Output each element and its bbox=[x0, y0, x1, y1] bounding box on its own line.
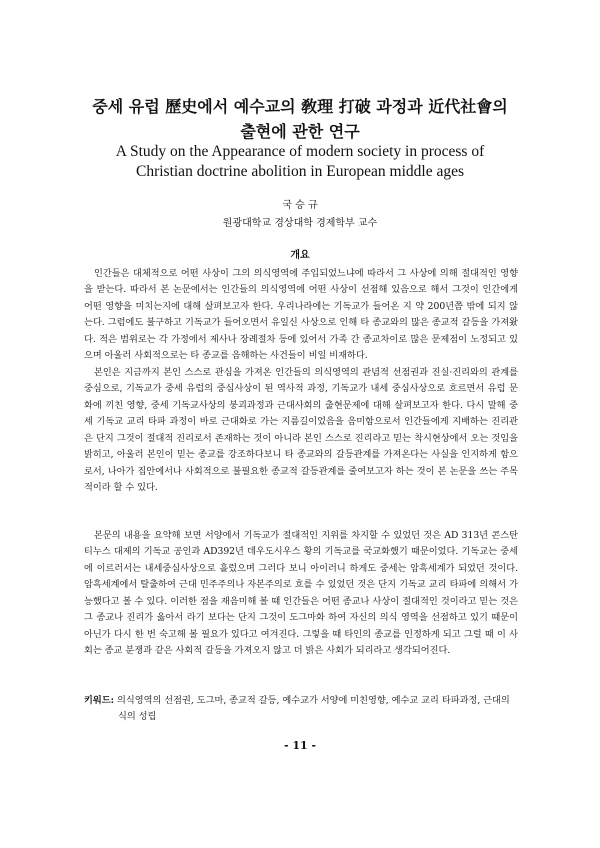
title-english-line-2: Christian doctrine abolition in European middle ages bbox=[135, 163, 464, 180]
keywords-label: 키워드: bbox=[84, 695, 115, 706]
keywords-text: 의식영역의 선점권, 도그마, 종교적 갈등, 예수교가 서양에 미친영향, 예수교 교리 타파과정, 근대의식의 성립 bbox=[116, 695, 510, 722]
abstract-paragraph-2: 본인은 지금까지 본인 스스로 관심을 가져온 인간들의 의식영역의 관념적 선점권과 진실·진리와의 관계를 중심으로, 기독교가 중세 유럽의 중심사상이 된 역사적 과정, 기독교가 내세 중심사상으로 흐르면서 유럽 문화에 끼친 영향, 중세 기독교사상의 붕괴과정과 근대사회의 출현문제에 대해 살펴보고자 한다. 다시 말해 중세 기독교 교리 타파 과정이 바로 근대화로 가는 지름길이었음을 음미함으로서 인간들에게 지배하는 진리관은 단지 그것이 절대적 진리로서 존재하는 것이 아니라 본인 스스로 진리라고 믿는 착시현상에서 오는 것임을 밝히고, 아울러 본인이 믿는 종교를 강조하다보니 타 종교와의 갈등관계를 가져온다는 사실을 인지하게 함으로서, 나아가 집안에서나 사회적으로 불필요한 종교적 갈등관계를 줄여보고자 하는 것이 본 논문을 쓰는 주목적이라 할 수 있다. bbox=[84, 367, 518, 494]
keywords bbox=[84, 693, 518, 725]
title-english-line-1: A Study on the Appearance of modern society in process of bbox=[115, 143, 485, 160]
title-korean-line-1: 중세 유럽 歷史에서 예수교의 敎理 打破 과정과 近代社會의 bbox=[92, 97, 508, 116]
page-number: - 11 - bbox=[283, 739, 317, 752]
abstract-heading: 개요 bbox=[290, 250, 310, 261]
abstract-paragraph-3: 본문의 내용을 요약해 보면 서양에서 기독교가 절대적인 지위를 차지할 수 있었던 것은 AD 313년 콘스탄티누스 대제의 기독교 공인과 AD392년 데우도시우스 황의 기독교를 국교화했기 때문이었다. 기독교는 중세에 이르러서는 내세중심사상으로 흘렀으며 그러다 보니 아이러니 하게도 중세는 암흑세계가 되었던 것이다. 암흑세계에서 탈출하여 근대 민주주의나 자본주의로 흐를 수 있었던 것은 단지 기독교 교리 타파에 의해서 가능했다고 볼 수 있다. 이러한 점을 재음미해 볼 때 인간들은 어떤 종교나 사상이 절대적인 것이라고 믿는 것은 그 종교나 진리가 옳아서 라기 보다는 단지 그것이 도그마화 하여 자신의 의식 영역을 선점하고 있기 때문이 아닌가 다시 한 번 숙고해 볼 필요가 있다고 여겨진다. 그렇을 때 타인의 종교를 인정하게 되고 그럴 때 이 사회는 종교 분쟁과 같은 사회적 갈등을 가져오지 않고 더 밝은 사회가 되리라고 생각되어진다. bbox=[84, 530, 518, 657]
author-affiliation: 원광대학교 경상대학 경제학부 교수 bbox=[222, 218, 378, 229]
title-korean-line-2: 출현에 관한 연구 bbox=[240, 122, 360, 141]
author-name: 국 승 규 bbox=[282, 200, 318, 211]
abstract-paragraph-1: 인간들은 대체적으로 어떤 사상이 그의 의식영역에 주입되었느냐에 따라서 그 사상에 의해 절대적인 영향을 받는다. 따라서 본 논문에서는 인간들의 의식영역에 어떤 사상이 선점해 있음으로 해서 그것이 인간에게 어떤 영향을 미치는지에 대해 살펴보고자 한다. 우리나라에는 기독교가 들어온 지 약 200년쯤 밖에 되지 않는다. 그럼에도 불구하고 기독교가 들어오면서 유일신 사상으로 인해 타 종교와의 많은 종교적 갈등을 가져왔다. 적은 범위로는 각 가정에서 제사나 장례절차 등에 있어서 가족 간 종교차이로 많은 문제점이 노정되고 있으며 아울러 사회적으로는 타 종교를 음해하는 사건들이 비일 비재하다. bbox=[84, 268, 518, 362]
